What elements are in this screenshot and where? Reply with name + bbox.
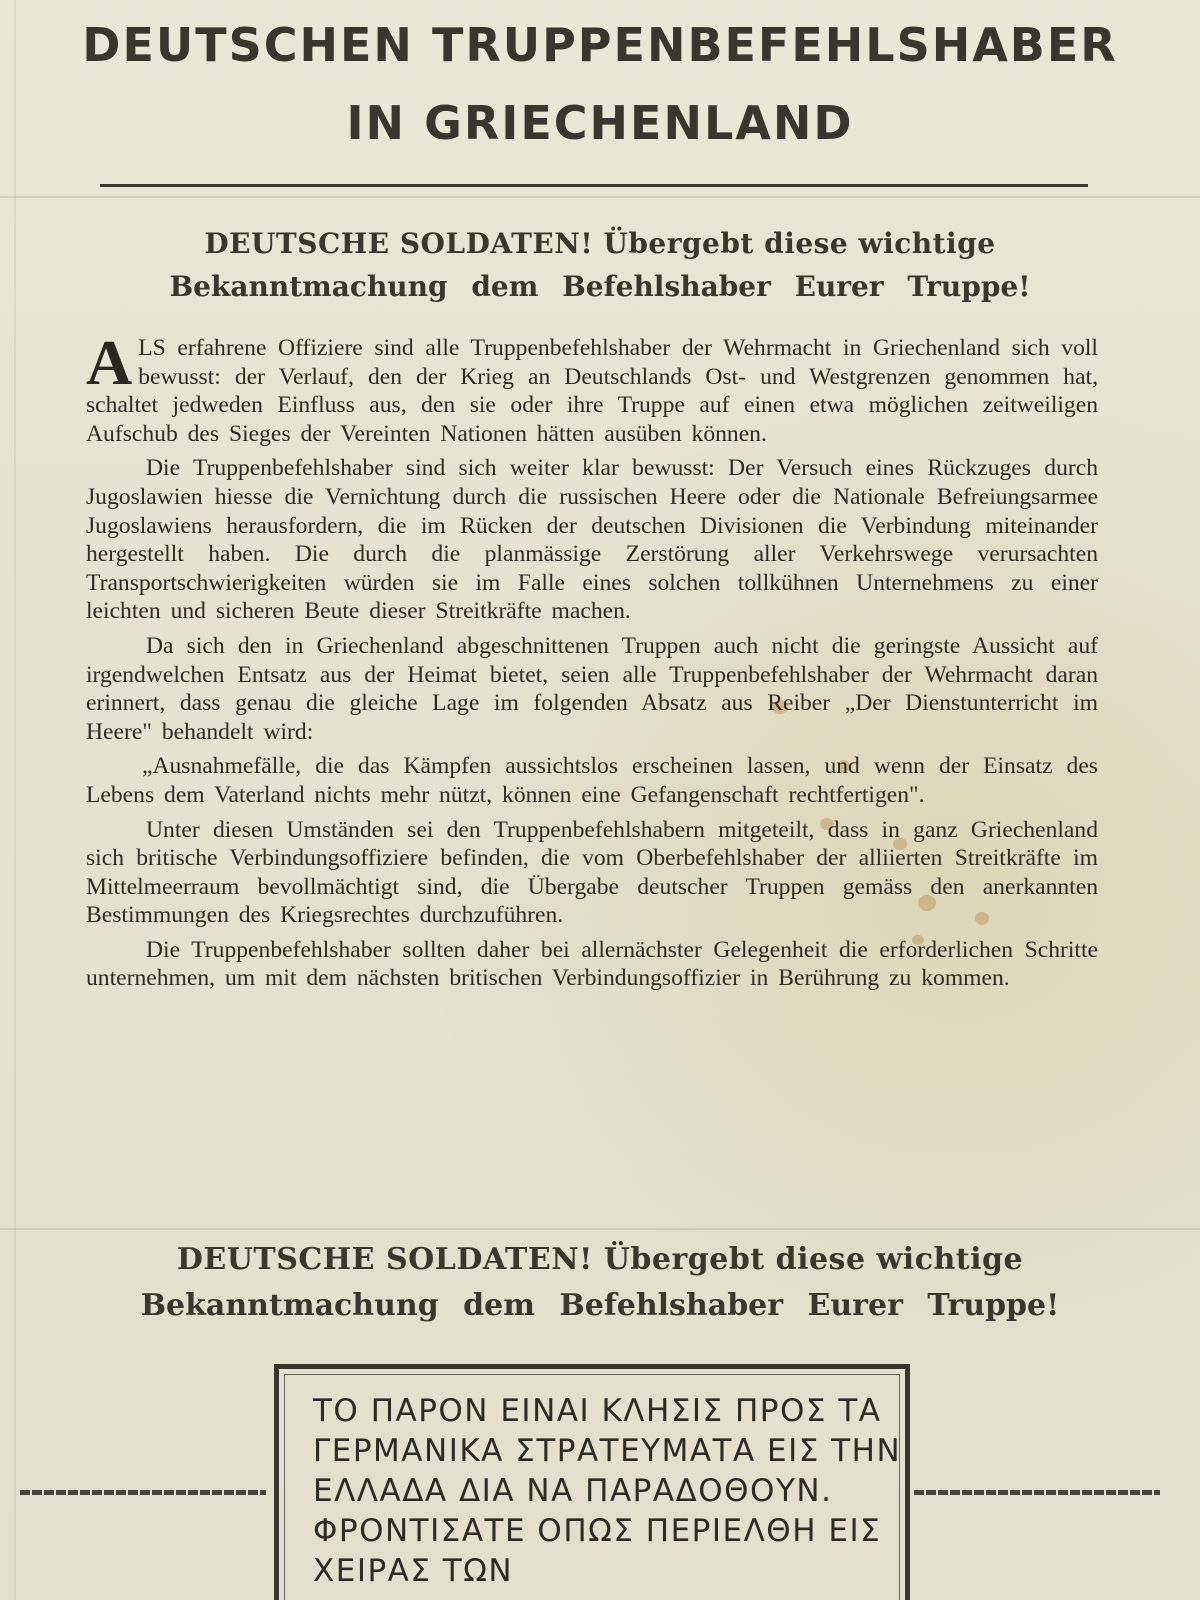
callout-top-line-1: DEUTSCHE SOLDATEN! Übergebt diese wichtige	[204, 227, 996, 260]
greek-line: ΧΕΙΡΑΣ ΤΩΝ	[313, 1553, 514, 1589]
paper-fold	[0, 196, 1200, 198]
greek-line: ΦΡΟΝΤΙΣΑΤΕ ΟΠΩΣ ΠΕΡΙΕΛΘΗ ΕΙΣ	[313, 1513, 882, 1549]
greek-line: ΕΛΛΑΔΑ ΔΙΑ ΝΑ ΠΑΡΑΔΟΘΟΥΝ.	[313, 1473, 833, 1509]
cut-line-right	[914, 1490, 1160, 1495]
headline-line-1: DEUTSCHEN TRUPPENBEFEHLSHABER	[82, 18, 1118, 72]
leaflet-body	[86, 327, 1098, 999]
cut-line-left	[20, 1490, 266, 1495]
paper-fold	[0, 1228, 1200, 1230]
paragraph-1	[86, 327, 1098, 448]
paragraph-2: Die Truppenbefehlshaber sind sich weiter klar bewusst: Der Versuch eines Rückzuges durch Jugoslawien hiesse die Vernichtung durch die russischen Heere oder die Nationale Befreiungsarmee Jugoslawiens herausfordern, die im Rücken der deutschen Divisionen die Verbindung miteinander hergestellt haben. Die durch die planmässige Zerstörung aller Verkehrswege verursachten Transportschwierigkeiten würden sie im Falle eines solchen tollkühnen Unternehmens zu einer leichten und sicheren Beute dieser Streitkräfte machen.	[86, 455, 1098, 625]
paragraph-1-text: LS erfahrene Offiziere sind alle Truppenbefehlshaber der Wehrmacht in Griechenland sich voll bewusst: der Verlauf, den der Krieg an Deutschlands Ost- und Westgrenzen genommen hat, schaltet jedweden Einfluss aus, den sie oder ihre Truppe auf einen etwa möglichen zeitweiligen Aufschub des Sieges der Vereinten Nationen hätten ausüben können.	[86, 335, 1098, 447]
greek-line: ΓΕΡΜΑΝΙΚΑ ΣΤΡΑΤΕΥΜΑΤΑ ΕΙΣ ΤΗΝ	[313, 1433, 902, 1469]
callout-bottom-line-1: DEUTSCHE SOLDATEN! Übergebt diese wichtige	[176, 1242, 1024, 1277]
headline-line-2: IN GRIECHENLAND	[346, 96, 854, 150]
drop-cap: A	[86, 327, 133, 398]
callout-top-line-2: Bekanntmachung dem Befehlshaber Eurer Truppe!	[169, 270, 1031, 303]
greek-line: ΤΟ ΠΑΡΟΝ ΕΙΝΑΙ ΚΛΗΣΙΣ ΠΡΟΣ ΤΑ	[313, 1393, 882, 1429]
callout-bottom-line-2: Bekanntmachung dem Befehlshaber Eurer Truppe!	[140, 1288, 1060, 1323]
header-divider	[100, 184, 1088, 187]
quotation: „Ausnahmefälle, die das Kämpfen aussichtslos erscheinen lassen, und wenn der Einsatz des Lebens dem Vaterland nichts mehr nützt, können eine Gefangenschaft rechtfertigen".	[86, 753, 1098, 808]
paragraph-4: Unter diesen Umständen sei den Truppenbefehlshabern mitgeteilt, dass in ganz Griechenland sich britische Verbindungsoffiziere befinden, die vom Oberbefehlshaber der alliierten Streitkräfte im Mittelmeerraum bevollmächtigt sind, die Übergabe deutscher Truppen gemäss den anerkannten Bestimmungen des Kriegsrechtes durchzuführen.	[86, 816, 1098, 929]
paragraph-3: Da sich den in Griechenland abgeschnittenen Truppen auch nicht die geringste Aussicht auf irgendwelchen Entsatz aus der Heimat bietet, seien alle Truppenbefehlshaber der Wehrmacht daran erinnert, dass genau die gleiche Lage im folgenden Absatz aus Reiber „Der Dienstunterricht im Heere" behandelt wird:	[86, 632, 1098, 745]
paragraph-5: Die Truppenbefehlshaber sollten daher bei allernächster Gelegenheit die erforderlichen Schritte unternehmen, um mit dem nächsten britischen Verbindungsoffizier in Berührung zu kommen.	[86, 936, 1098, 992]
greek-notice-box	[274, 1364, 910, 1600]
